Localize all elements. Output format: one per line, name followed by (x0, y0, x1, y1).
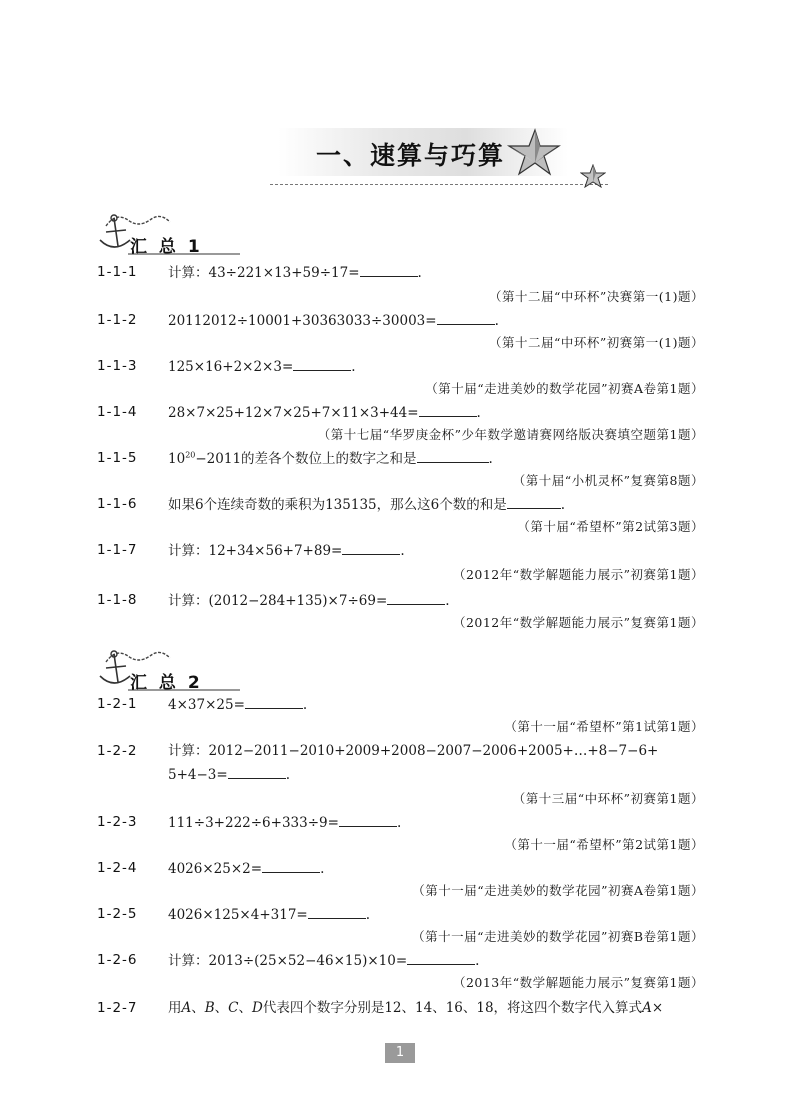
answer-blank[interactable] (342, 540, 400, 555)
section-header-1 (92, 210, 242, 258)
answer-blank[interactable] (228, 764, 286, 779)
answer-blank[interactable] (407, 950, 475, 965)
section-title: 汇 总 1 (130, 237, 203, 257)
problem-text: 计算：2012−2011−2010+2009+2008−2007−2006+2005+…+8−7−6+ (168, 743, 659, 759)
problem-text: 计算：(2012−284+135)×7÷69= (168, 593, 388, 609)
problem-source: （第十届“走进美妙的数学花园”初赛A卷第1题） (425, 381, 704, 396)
answer-blank[interactable] (360, 262, 418, 277)
problem-source: （第十届“希望杯”第2试第3题） (517, 519, 704, 534)
problem-text: 用A、B、C、D代表四个数字分别是12、14、16、18，将这四个数字代入算式A× (168, 1000, 664, 1016)
star-icon (505, 128, 561, 176)
chapter-title: 一、速算与巧算 (316, 141, 506, 170)
problem-number: 1-2-2 (97, 743, 138, 759)
answer-blank[interactable] (387, 590, 445, 605)
problem-source: （第十二届“中环杯”初赛第一(1)题） (489, 335, 704, 350)
problem-text: 如果6个连续奇数的乘积为135135，那么这6个数的和是 (168, 497, 507, 513)
problem-source: （第十三届“中环杯”初赛第1题） (512, 791, 704, 806)
problem-number: 1-1-3 (97, 358, 138, 374)
problem-number: 1-1-8 (97, 592, 138, 608)
section-header-2 (92, 646, 242, 694)
problem-number: 1-1-1 (97, 264, 138, 280)
problem-text: 计算：12+34×56+7+89= (168, 543, 343, 559)
problem-source: （第十一届“走进美妙的数学花园”初赛B卷第1题） (412, 929, 704, 944)
problem-source: （2012年“数学解题能力展示”初赛第1题） (452, 567, 704, 582)
section-title: 汇 总 2 (130, 673, 203, 693)
problem-text: 4026×125×4+317= (168, 907, 308, 923)
answer-blank[interactable] (293, 356, 351, 371)
title-divider (270, 184, 608, 185)
problem-text: 5+4−3= (168, 767, 228, 783)
problem-text: 4026×25×2= (168, 861, 263, 877)
power-exponent: 20 (185, 450, 196, 460)
problem-source: （第十二届“中环杯”决赛第一(1)题） (489, 289, 704, 304)
answer-blank[interactable] (507, 494, 561, 509)
problem-number: 1-1-4 (97, 404, 138, 420)
problem-text: 28×7×25+12×7×25+7×11×3+44= (168, 405, 419, 421)
page: 一、速算与巧算 汇 总 1 1-1-1 计算：43÷221×13+59÷17= . （第十二届“中环杯”决赛第一(1)题） 1-1-2 20112012÷10001+30363033÷30003= . （第十二届“中环杯”初赛第一(1)题） 1-1-3 125×16+2×2×3= . （第十届“走进美妙的数学花园”初赛A卷第1题） 1-1-4 28×7×25+12×7×25+7×11×3+44= . （第十七届“华罗庚金杯”少年数学邀请赛网络版决赛填空题第1题） 1-1-5 $10^{20}-2011$的差各个数位上的数字之和是 . （第十届“小机灵杯”复赛第8题） 1-1-6 如果6个连续奇数的乘积为135135，那么这6个数的和是 . （第十届“希望杯”第2试第3题） 1-1-7 计算：12+34×56+7+89= . （2012年“数学解题能力展示”初赛第1题） 1-1-8 计算：(2012−284+135)×7÷69= . （2012年“数学解题能力展示”复赛第1题） 汇 总 2 1-2-1 4×37×25= . （第十一届“希望杯”第1试第1题） 1-2-2 计算：2012−2011−2010+2009+2008−2007−2006+2005+…+8−7−6+ 5+4−3= . （第十三届“中环杯”初赛第1题） 1-2-3 111÷3+222÷6+333÷9= . （第十一届“希望杯”第2试第1题） 1-2-4 4026×25×2= . （第十一届“走进美妙的数学花园”初赛A卷第1题） 1-2-5 4026×125×4+317= . （第十一届“走进美妙的数学花园”初赛B卷第1题） 1-2-6 计算：2013÷(25×52−46×15)×10= . （2013年“数学解题能力展示”复赛第1题） 1-2-7 用A、B、C、D代表四个数字分别是12、14、16、18，将这四个数字代入算式A× 1 (0, 0, 800, 1120)
star-icon (580, 164, 606, 188)
answer-blank[interactable] (245, 694, 303, 709)
problem-source: （2012年“数学解题能力展示”复赛第1题） (452, 615, 704, 630)
problem-text: −2011的差各个数位上的数字之和是 (195, 451, 417, 467)
problem-number: 1-1-6 (97, 496, 138, 512)
answer-blank[interactable] (417, 448, 489, 463)
problem-text: 计算：43÷221×13+59÷17= (168, 265, 360, 281)
problem-number: 1-1-5 (97, 450, 138, 466)
problem-text: 125×16+2×2×3= (168, 359, 294, 375)
problem-number: 1-2-4 (97, 860, 138, 876)
problem-number: 1-1-7 (97, 542, 138, 558)
problem-text: 计算：2013÷(25×52−46×15)×10= (168, 953, 408, 969)
problem-number: 1-1-2 (97, 312, 138, 328)
power-base: 10 (168, 451, 186, 467)
page-number: 1 (385, 1043, 415, 1063)
problem-source: （第十一届“希望杯”第2试第1题） (504, 837, 704, 852)
problem-number: 1-2-3 (97, 814, 138, 830)
problem-text: 111÷3+222÷6+333÷9= (168, 815, 339, 831)
problem-text: 4×37×25= (168, 697, 245, 713)
answer-blank[interactable] (419, 402, 477, 417)
problem-number: 1-2-7 (97, 1000, 138, 1016)
problem-source: （第十一届“走进美妙的数学花园”初赛A卷第1题） (412, 883, 704, 898)
problem-number: 1-2-1 (97, 696, 138, 712)
problem-source: （2013年“数学解题能力展示”复赛第1题） (452, 975, 704, 990)
problem-number: 1-2-5 (97, 906, 138, 922)
problem-source: （第十届“小机灵杯”复赛第8题） (512, 473, 704, 488)
answer-blank[interactable] (437, 310, 495, 325)
problem-number: 1-2-6 (97, 952, 138, 968)
answer-blank[interactable] (308, 904, 366, 919)
answer-blank[interactable] (262, 858, 320, 873)
problem-source: （第十一届“希望杯”第1试第1题） (504, 719, 704, 734)
problem-source: （第十七届“华罗庚金杯”少年数学邀请赛网络版决赛填空题第1题） (317, 427, 704, 442)
problem-text: 20112012÷10001+30363033÷30003= (168, 313, 437, 329)
answer-blank[interactable] (339, 812, 397, 827)
